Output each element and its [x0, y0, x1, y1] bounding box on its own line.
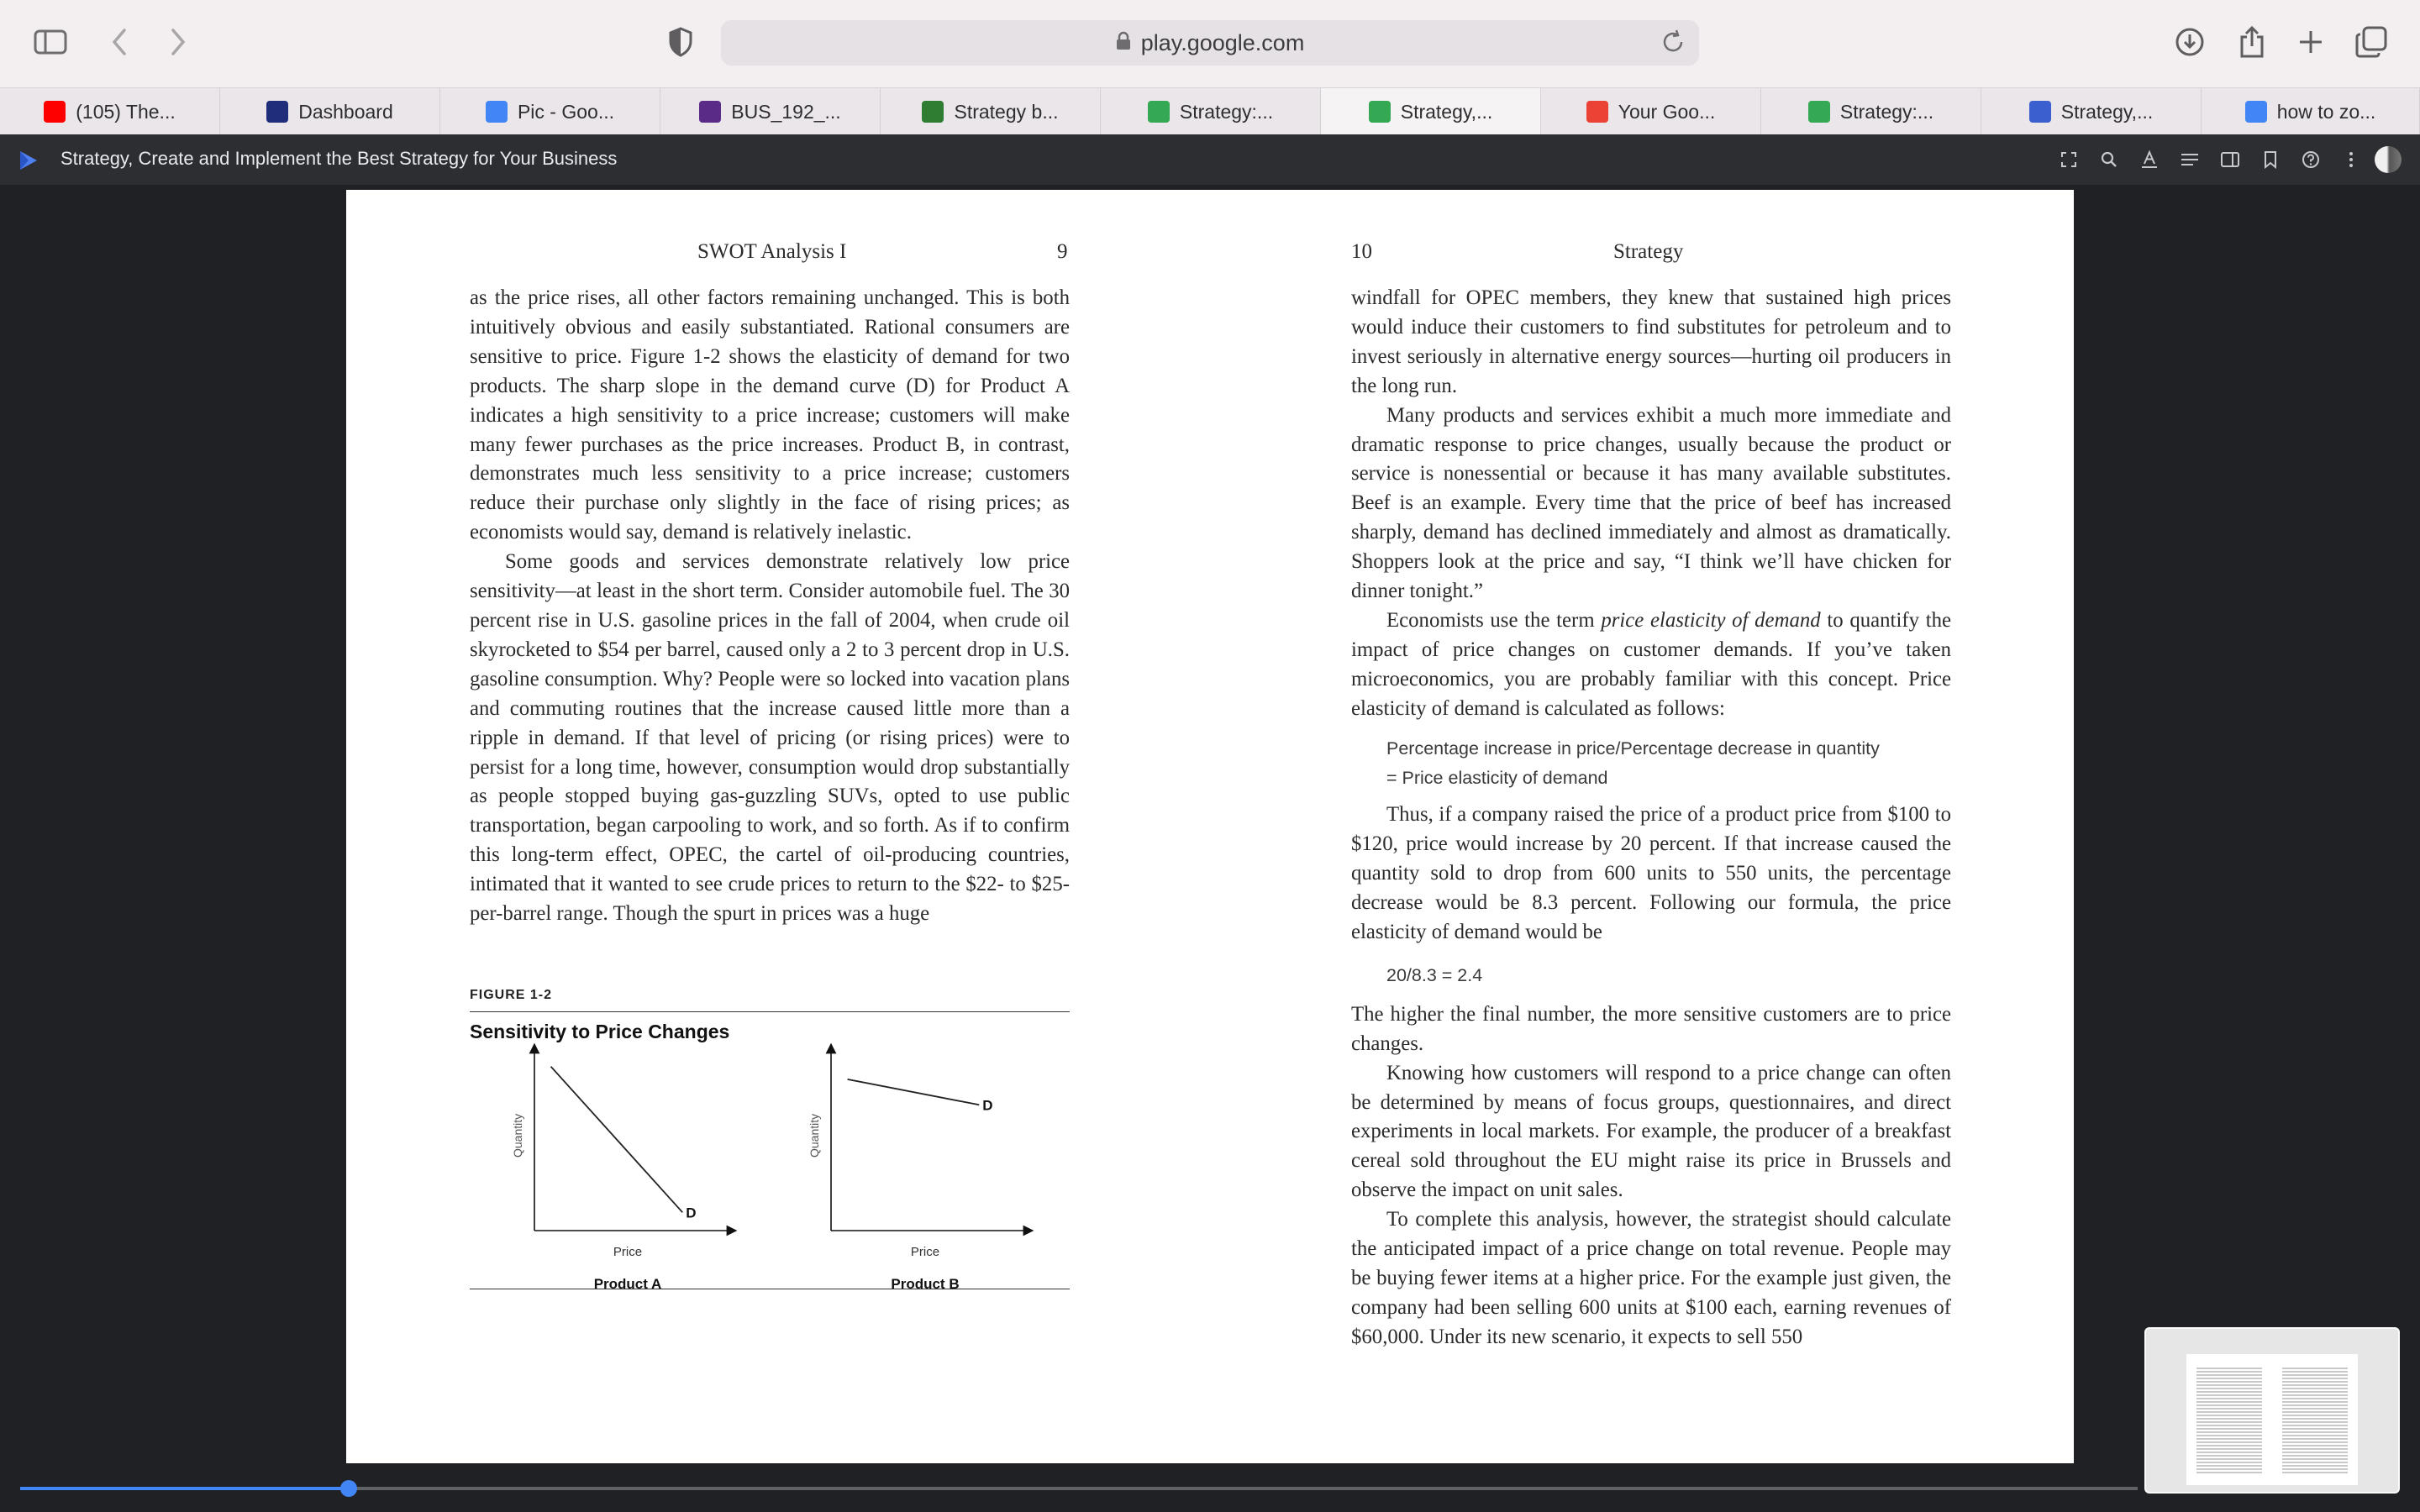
dashboard-star-icon [266, 101, 288, 123]
text-format-icon[interactable] [2138, 148, 2161, 171]
thumbnail-text-right [2282, 1366, 2348, 1475]
curve-label: D [982, 1097, 993, 1114]
shield-icon [699, 101, 721, 123]
tab-label: Strategy,... [2060, 100, 2154, 123]
play-books-icon [2029, 101, 2051, 123]
google-play-icon [1148, 101, 1170, 123]
tab[interactable] [1101, 88, 1321, 135]
tab[interactable] [660, 88, 881, 135]
tab-label: Strategy,... [1400, 100, 1493, 123]
formula-line: = Price elasticity of demand [1386, 767, 1608, 788]
browser-toolbar [0, 0, 2420, 87]
right-page-text [1351, 284, 1951, 1348]
figure-1-2 [470, 988, 1070, 1292]
tab-label: BUS_192_... [731, 100, 841, 123]
running-head-left: SWOT Analysis I [697, 240, 847, 263]
chart-caption: Product B [891, 1276, 960, 1292]
tab-label: how to zo... [2276, 100, 2376, 123]
page-thumbnail-preview[interactable] [2144, 1327, 2400, 1494]
share-icon[interactable] [2230, 20, 2274, 64]
more-options-icon[interactable] [2339, 148, 2363, 171]
text-run: Economists use the term [1386, 608, 1602, 632]
progress-fill [20, 1487, 349, 1490]
youtube-icon [44, 101, 66, 123]
tab-bar [0, 87, 2420, 136]
tab[interactable] [440, 88, 660, 135]
chart-product-a [511, 1048, 732, 1292]
book-spread [346, 190, 2074, 1463]
tab-active[interactable] [1321, 88, 1541, 135]
x-axis-label: Price [613, 1245, 643, 1259]
tab-label: (105) The... [76, 100, 176, 123]
page-number-right: 10 [1351, 240, 1372, 263]
text-run: to quantify the impact of price changes on customer demands. If you’ve taken microeconomics, you are probably familiar with this concept. Price elasticity of demand is calculated as follows: [1351, 608, 1951, 720]
paragraph: Knowing how customers will respond to a price change can often be determined by means of focus groups, questionnaires, and direct experiments in local markets. For example, the producer of a breakfast cereal sold throughout the EU might raise its price in Brussels and observe the impact on unit sales. [1351, 1061, 1951, 1202]
paragraph: as the price rises, all other factors remaining unchanged. This is both intuitively obvious and easily substantiated. Rational consumers are sensitive to price. Figure 1-2 shows the elasticity of demand for two products. The sharp slope in the demand curve (D) for Product A indicates a high sensitivity to a price increase; customers will make many fewer purchases as the price increases. Product B, in contrast, demonstrates much less sensitivity to a price increase; customers reduce their purchase only slightly in the face of rising prices; as economists would say, demand is relatively inelastic. [470, 286, 1070, 544]
new-tab-plus-icon[interactable] [2289, 20, 2333, 64]
x-axis-label: Price [910, 1245, 940, 1259]
avatar[interactable] [2375, 146, 2402, 173]
tab[interactable] [1541, 88, 1761, 135]
demand-curve-b [848, 1079, 980, 1105]
tab-label: Dashboard [298, 100, 393, 123]
search-icon[interactable] [2097, 148, 2121, 171]
downloads-icon[interactable] [2168, 20, 2212, 64]
tab[interactable] [220, 88, 440, 135]
paragraph: To complete this analysis, however, the strategist should calculate the anticipated impact of a price change on total revenue. People may be buying fewer items at a higher price. For the example just given, the company had been selling 600 units at $100 each, earning revenues of $60,000. Under its new scenario, it expects to sell 550 [1351, 1208, 1951, 1348]
tab[interactable] [881, 88, 1101, 135]
tab-overview-icon[interactable] [2349, 20, 2393, 64]
google-docs-icon [486, 101, 508, 123]
tab[interactable] [1761, 88, 1981, 135]
paragraph: windfall for OPEC members, they knew that sustained high prices would induce their customers to find substitutes for petroleum and to invest seriously in alternative energy sources—hurting oil producers in the long run. [1351, 286, 1951, 397]
formula-result: 20/8.3 = 2.4 [1386, 964, 1483, 985]
y-axis-label: Quantity [808, 1113, 821, 1158]
tab-label: Strategy:... [1179, 100, 1274, 123]
book-title: Strategy, Create and Implement the Best Strategy for Your Business [60, 148, 618, 169]
paragraph [1351, 606, 1951, 724]
figure-title: Sensitivity to Price Changes [470, 1021, 730, 1042]
chart-caption: Product A [593, 1276, 662, 1292]
reader-header [0, 134, 2420, 185]
page-progress-slider[interactable] [20, 1487, 2138, 1490]
forward-arrow-icon[interactable] [156, 20, 200, 64]
display-options-icon[interactable] [2218, 148, 2242, 171]
tab[interactable] [1981, 88, 2202, 135]
address-bar[interactable] [721, 20, 1699, 66]
table-of-contents-icon[interactable] [2178, 148, 2202, 171]
paragraph: Thus, if a company raised the price of a product price from $100 to $120, price would increase by 20 percent. If that increase caused the quantity sold to drop from 600 units to 550 units, the percentage decrease would be 8.3 percent. Following our formula, the price elasticity of demand would be [1351, 803, 1951, 944]
formula-line: Percentage increase in price/Percentage decrease in quantity [1386, 738, 1880, 759]
chart-product-b [808, 1048, 1028, 1292]
thumbnail-page [2186, 1354, 2358, 1485]
paragraph: Some goods and services demonstrate relatively low price sensitivity—at least in the short term. Consider automobile fuel. The 30 percent rise in U.S. gasoline prices in the fall of 2004, when crude oil skyrocketed to $54 per barrel, caused only a 2 to 3 percent drop in U.S. gasoline consumption. Why? People were so locked into vacation plans and commuting routines that the increase caused little more than a ripple in demand. If that level of pricing (or rising prices) were to persist for a long time, however, consumption would drop substantially as people stopped buying gas-guzzling SUVs, opted to use public transportation, began carpooling to work, and so forth. As if to confirm this long-term effect, OPEC, the cartel of oil-producing countries, intimated that it wanted to see crude prices to return to the $22- to $25-per-barrel range. Though the spurt in prices was a huge [470, 550, 1070, 926]
italic-term: price elasticity of demand [1601, 608, 1821, 632]
privacy-shield-icon[interactable] [659, 20, 702, 64]
bookmark-icon[interactable] [2259, 148, 2282, 171]
paragraph: The higher the final number, the more sensitive customers are to price changes. [1351, 1002, 1951, 1055]
google-play-icon [1369, 101, 1391, 123]
lock-icon [1116, 30, 1131, 56]
help-icon[interactable] [2299, 148, 2323, 171]
sidebar-toggle-icon[interactable] [29, 20, 72, 64]
page-number-left: 9 [1057, 240, 1068, 263]
tab-label: Your Goo... [1618, 100, 1716, 123]
demand-curve-a [551, 1067, 683, 1213]
left-page-text [470, 284, 1070, 929]
thumbnail-text-left [2196, 1366, 2262, 1475]
figure-label: FIGURE 1-2 [470, 988, 1070, 1012]
tab-label: Strategy b... [954, 100, 1059, 123]
progress-handle[interactable] [340, 1480, 357, 1497]
running-head-right: Strategy [1613, 240, 1684, 263]
google-g-icon [2245, 101, 2267, 123]
reload-icon[interactable] [1659, 28, 1687, 62]
y-axis-label: Quantity [511, 1113, 524, 1158]
tab[interactable] [0, 88, 220, 135]
fullscreen-icon[interactable] [2057, 148, 2081, 171]
curve-label: D [686, 1205, 697, 1221]
tab-label: Strategy:... [1839, 100, 1934, 123]
url-text: play.google.com [1140, 29, 1305, 55]
figure-charts [470, 1042, 1070, 1302]
tab[interactable] [2202, 88, 2420, 135]
play-books-logo-icon [18, 150, 39, 176]
google-play-icon [1808, 101, 1830, 123]
tab-label: Pic - Goo... [517, 100, 615, 123]
formula-block [1386, 734, 1951, 793]
back-arrow-icon[interactable] [97, 20, 141, 64]
paragraph: Many products and services exhibit a much more immediate and dramatic response to price changes, usually because the product or service is nonessential or because it has many available substitutes. Beef is an example. Every time that the price of beef has increased sharply, demand has declined immediately and almost as dramatically. Shoppers look at the price and say, “I think we’ll have chicken for dinner tonight.” [1351, 403, 1951, 603]
gmail-icon [1586, 101, 1608, 123]
cb-logo-icon [922, 101, 944, 123]
